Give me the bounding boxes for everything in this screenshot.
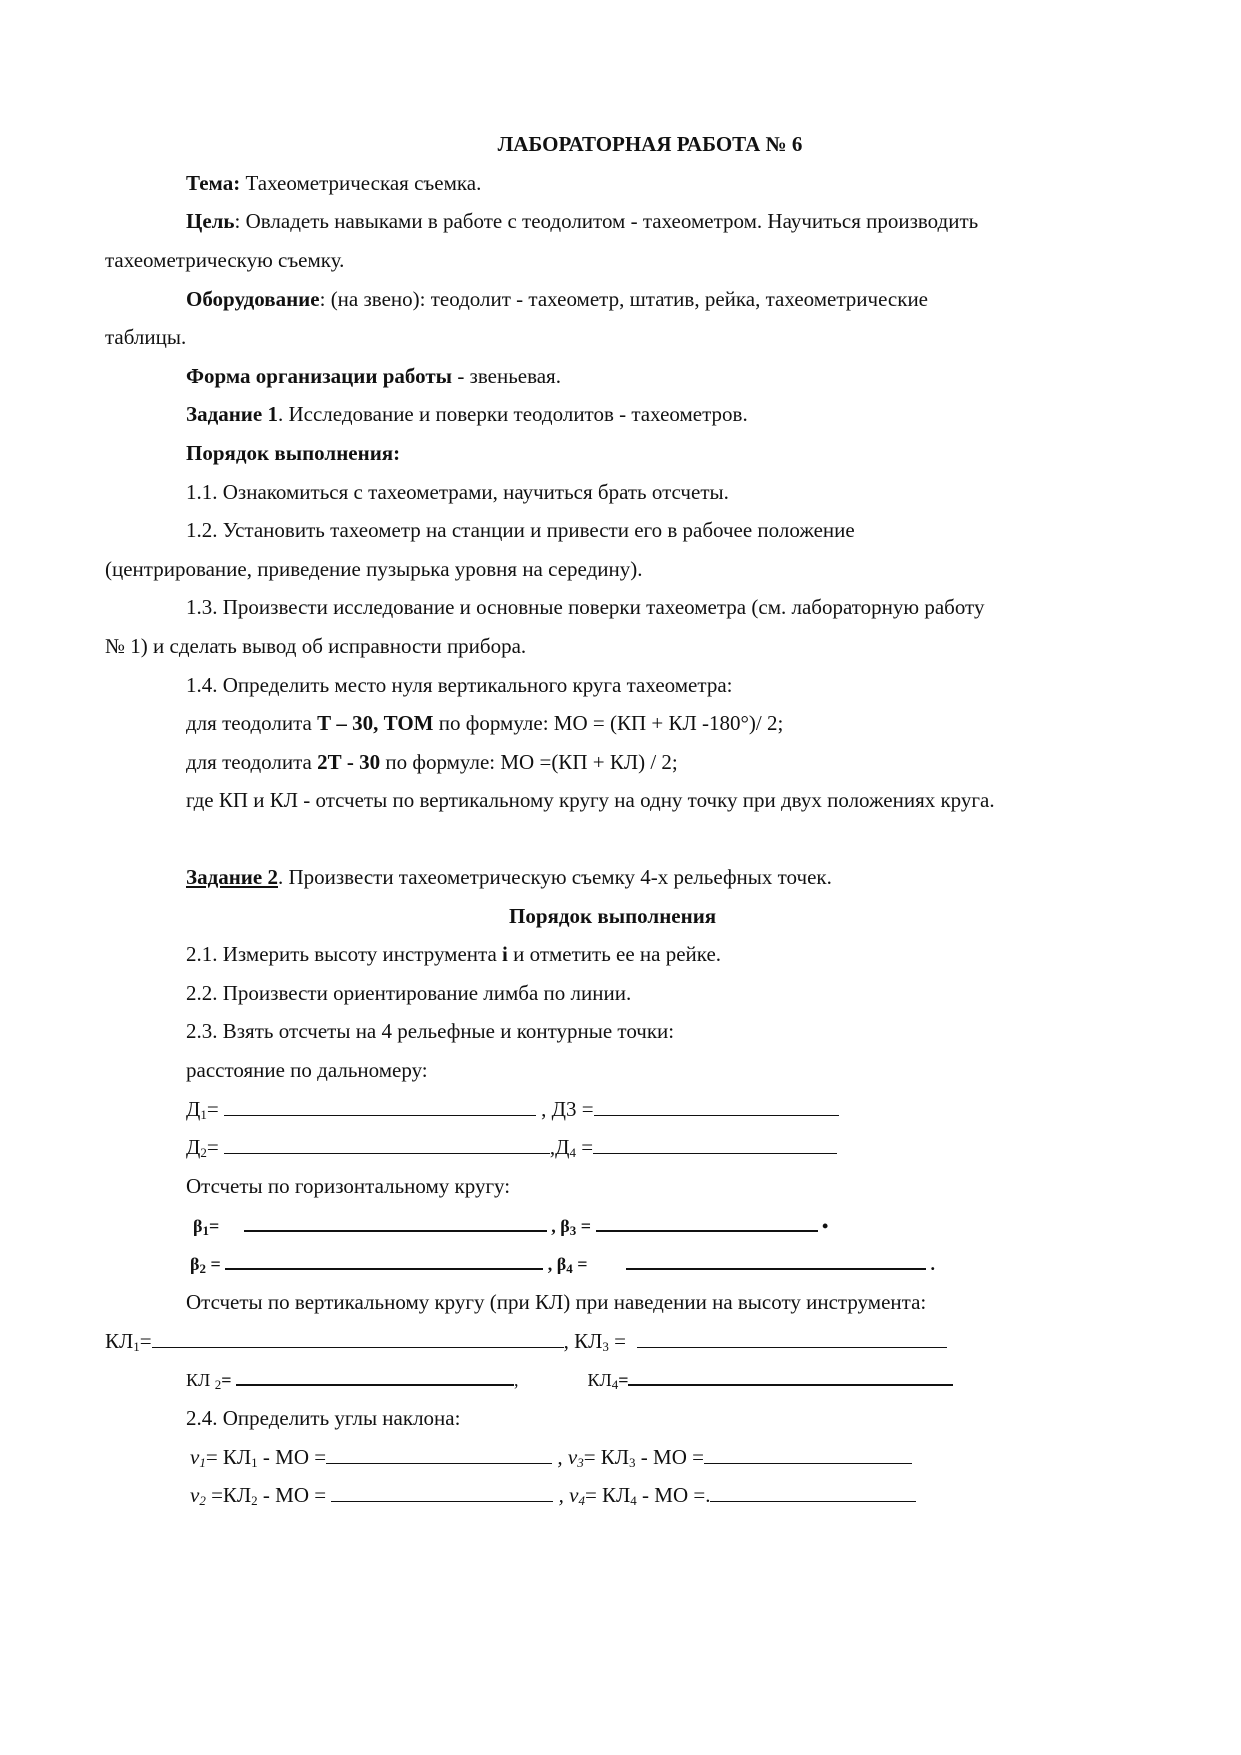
formula-2t30 <box>186 749 678 775</box>
kl2-field[interactable] <box>236 1366 514 1386</box>
step-1-3: 1.3. Произвести исследование и основные поверки тахеометра (см. лабораторную работу <box>186 595 985 619</box>
kl-row-1 <box>105 1328 947 1354</box>
v2-kl-sub: 2 <box>251 1493 258 1508</box>
v4-kl-sub: 4 <box>630 1493 637 1508</box>
formula-2t30-expr: по формуле: МО =(КП + КЛ) / 2; <box>380 750 678 774</box>
d2-sub: 2 <box>200 1145 207 1160</box>
d1-eq: = <box>206 1097 224 1121</box>
equipment-label: Оборудование <box>186 287 320 311</box>
b3-label: , β <box>551 1216 570 1236</box>
goal-label: Цель <box>186 209 235 233</box>
d1-sub: 1 <box>200 1107 207 1122</box>
kl4-sub: 4 <box>611 1377 619 1392</box>
kl1-eq: = <box>139 1329 152 1353</box>
task2-label: Задание 2 <box>186 865 278 889</box>
step-2-1-text: 2.1. Измерить высоту инструмента <box>186 942 503 966</box>
v1-field[interactable] <box>326 1445 552 1464</box>
distance-row-2 <box>186 1134 837 1160</box>
task1-label: Задание 1 <box>186 402 278 426</box>
goal-text: : Овладеть навыками в работе с теодолитом - тахеометром. Научиться производить <box>234 209 979 233</box>
v2-label: v <box>190 1483 200 1507</box>
procedure-heading-2: Порядок выполнения <box>509 904 717 928</box>
kl1-label: КЛ <box>105 1329 134 1353</box>
d2-label: Д <box>186 1135 201 1159</box>
kl3-eq: = <box>608 1329 632 1353</box>
v4-sub: 4 <box>578 1493 585 1508</box>
b3-field[interactable] <box>596 1212 818 1232</box>
kl3-label: , КЛ <box>563 1329 603 1353</box>
distance-label: расстояние по дальномеру: <box>186 1058 428 1082</box>
task2-line <box>186 864 832 890</box>
formula-t30-prefix: для теодолита <box>186 711 318 735</box>
step-2-3: 2.3. Взять отсчеты на 4 рельефные и контурные точки: <box>186 1019 675 1043</box>
v4-field[interactable] <box>710 1483 916 1502</box>
equipment-line <box>186 286 928 312</box>
v3-field[interactable] <box>704 1445 912 1464</box>
page-title: ЛАБОРАТОРНАЯ РАБОТА № 6 <box>497 132 803 156</box>
task1-line <box>186 401 748 427</box>
v4-label: , v <box>558 1483 579 1507</box>
work-form-label: Форма организации работы <box>186 364 453 388</box>
task2-text: . Произвести тахеометрическую съемку 4-х рельефных точек. <box>277 865 832 889</box>
step-1-4: 1.4. Определить место нуля вертикального круга тахеометра: <box>186 673 733 697</box>
distance-row-1 <box>186 1096 839 1122</box>
kl1-field[interactable] <box>152 1329 564 1348</box>
v1-kl: = КЛ <box>205 1445 252 1469</box>
formula-t30 <box>186 710 783 736</box>
vertical-label: Отсчеты по вертикальному кругу (при КЛ) при наведении на высоту инструмента: <box>186 1290 927 1314</box>
v3-sub: 3 <box>577 1455 584 1470</box>
topic-line <box>186 170 481 196</box>
step-1-3-cont: № 1) и сделать вывод об исправности прибора. <box>105 634 527 658</box>
v3-kl-sub: 3 <box>629 1455 636 1470</box>
horizontal-label: Отсчеты по горизонтальному кругу: <box>186 1174 511 1198</box>
d1-label: Д <box>186 1097 201 1121</box>
kl1-sub: 1 <box>133 1339 140 1354</box>
b1-field[interactable] <box>244 1212 547 1232</box>
kl2-sub: 2 <box>214 1377 222 1392</box>
b4-label: , β <box>547 1254 567 1274</box>
v4-mo: - МО =. <box>636 1483 711 1507</box>
v2-mo: - МО = <box>257 1483 332 1507</box>
goal-line <box>186 208 978 234</box>
b4-eq: = <box>572 1254 588 1274</box>
v3-label: , v <box>557 1445 578 1469</box>
kl2-eq: = <box>221 1370 236 1390</box>
instrument-height-symbol: i <box>502 942 508 966</box>
v-row-1 <box>190 1444 912 1470</box>
d1-field[interactable] <box>224 1097 536 1116</box>
v2-field[interactable] <box>331 1483 553 1502</box>
v2-kl: =КЛ <box>205 1483 252 1507</box>
b3-bullet: • <box>822 1216 829 1236</box>
d3-field[interactable] <box>594 1097 839 1116</box>
formula-2t30-model: 2Т - 30 <box>317 750 381 774</box>
d4-label: ,Д <box>549 1135 570 1159</box>
b2-field[interactable] <box>225 1250 543 1270</box>
v-row-2 <box>190 1482 916 1508</box>
kl4-field[interactable] <box>628 1366 953 1386</box>
d3-label: , Д3 = <box>541 1097 594 1121</box>
kl2-comma: , <box>513 1370 519 1390</box>
step-1-1: 1.1. Ознакомиться с тахеометрами, научиться брать отсчеты. <box>186 480 729 504</box>
v1-mo: - МО = <box>257 1445 327 1469</box>
formula-t30-model: Т – 30, ТОМ <box>317 711 434 735</box>
kl3-field[interactable] <box>637 1329 947 1348</box>
beta-row-2 <box>190 1250 935 1277</box>
kl4-eq: = <box>618 1370 629 1390</box>
v3-kl: = КЛ <box>583 1445 630 1469</box>
kl2-label: КЛ <box>186 1370 215 1390</box>
procedure-heading-1: Порядок выполнения: <box>186 441 401 465</box>
topic-label: Тема: <box>186 171 241 195</box>
goal-line-2: тахеометрическую съемку. <box>105 248 345 272</box>
step-2-2: 2.2. Произвести ориентирование лимба по линии. <box>186 981 632 1005</box>
b2-label: β <box>190 1254 200 1274</box>
step-1-2: 1.2. Установить тахеометр на станции и привести его в рабочее положение <box>186 518 855 542</box>
step-2-1-text-end: и отметить ее на рейке. <box>507 942 722 966</box>
v1-kl-sub: 1 <box>251 1455 258 1470</box>
b4-field[interactable] <box>626 1250 926 1270</box>
topic-text: Тахеометрическая съемка. <box>240 171 482 195</box>
b3-eq: = <box>576 1216 591 1236</box>
b1-sub: 1 <box>202 1223 209 1238</box>
task1-text: . Исследование и поверки теодолитов - тахеометров. <box>277 402 748 426</box>
kl-row-2 <box>186 1366 953 1393</box>
beta-row-1 <box>193 1212 828 1239</box>
d4-sub: 4 <box>569 1145 576 1160</box>
b2-eq: = <box>205 1254 221 1274</box>
d2-eq: = <box>206 1135 224 1159</box>
v3-mo: - МО = <box>635 1445 704 1469</box>
formula-2t30-prefix: для теодолита <box>186 750 318 774</box>
work-form-text: - звеньевая. <box>452 364 561 388</box>
equipment-text: : (на звено): теодолит - тахеометр, штатив, рейка, тахеометрические <box>319 287 929 311</box>
v1-sub: 1 <box>199 1455 206 1470</box>
d2-field[interactable] <box>224 1135 550 1154</box>
kl3-sub: 3 <box>602 1339 609 1354</box>
step-1-2-cont: (центрирование, приведение пузырька уровня на середину). <box>105 557 643 581</box>
formula-note: где КП и КЛ - отсчеты по вертикальному кругу на одну точку при двух положениях круга. <box>186 788 995 812</box>
b1-eq: = <box>208 1216 220 1236</box>
b1-label: β <box>193 1216 203 1236</box>
b4-period: . <box>930 1254 935 1274</box>
b2-sub: 2 <box>199 1261 206 1276</box>
kl4-label: КЛ <box>587 1370 612 1390</box>
step-2-1 <box>186 941 721 967</box>
b3-sub: 3 <box>569 1223 577 1238</box>
v4-kl: = КЛ <box>584 1483 631 1507</box>
v2-sub: 2 <box>199 1493 206 1508</box>
formula-t30-expr: по формуле: МО = (КП + КЛ -180°)/ 2; <box>433 711 784 735</box>
d4-eq: = <box>576 1135 594 1159</box>
equipment-line-2: таблицы. <box>105 325 187 349</box>
b4-sub: 4 <box>566 1261 573 1276</box>
v1-label: v <box>190 1445 200 1469</box>
work-form-line <box>186 363 561 389</box>
d4-field[interactable] <box>593 1135 837 1154</box>
step-2-4: 2.4. Определить углы наклона: <box>186 1406 461 1430</box>
